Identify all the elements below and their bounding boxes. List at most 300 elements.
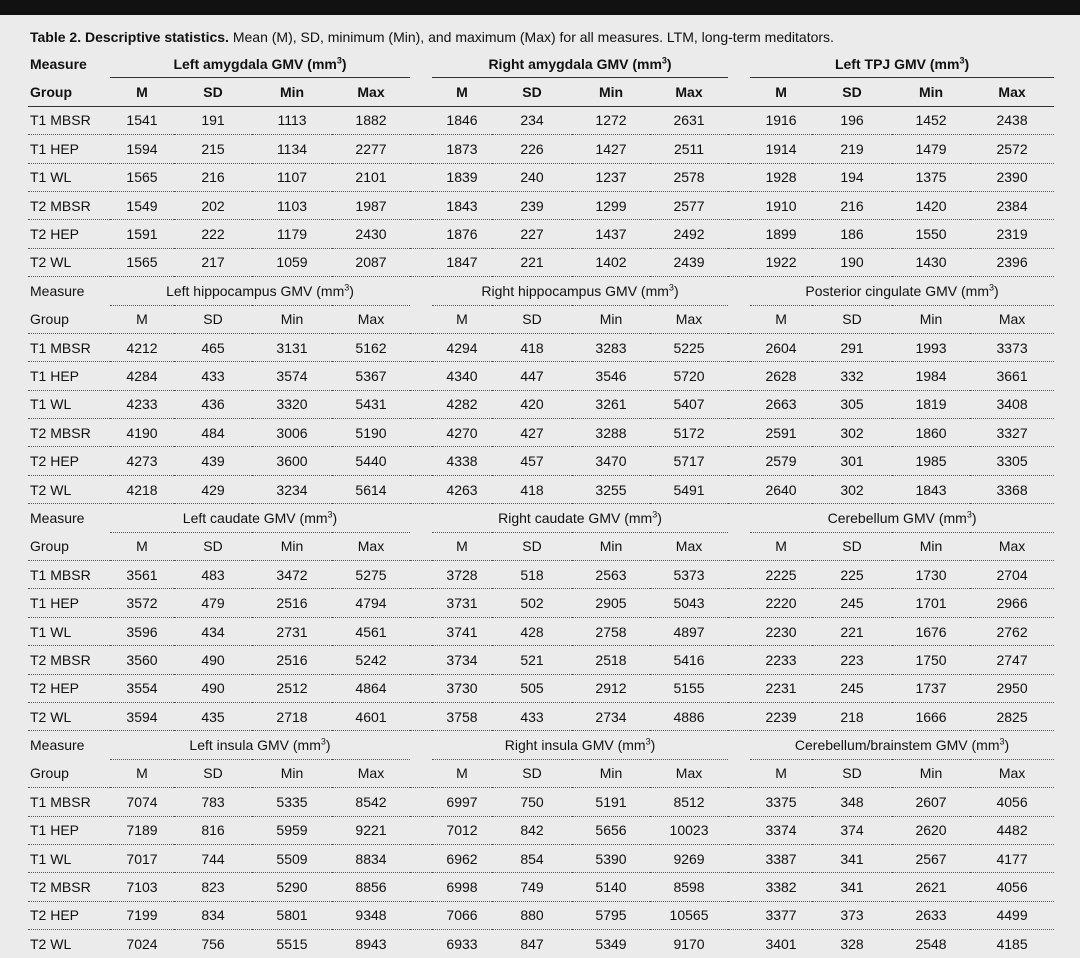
value-cell: 756 xyxy=(201,935,225,952)
value-cell: 1985 xyxy=(892,447,970,475)
group-name: T1 MBSR xyxy=(28,788,110,816)
value-cell: 1272 xyxy=(572,106,650,134)
value-cell: 433 xyxy=(174,362,252,390)
value-cell: 1922 xyxy=(750,248,812,276)
value-cell: 4185 xyxy=(996,935,1028,952)
value-cell: 5335 xyxy=(252,788,332,816)
value-cell: 10565 xyxy=(650,901,728,929)
table-row xyxy=(28,362,1054,390)
value-cell: 1134 xyxy=(252,135,332,163)
column-gap xyxy=(728,589,750,617)
column-header: M xyxy=(432,759,492,787)
value-cell: 3734 xyxy=(432,646,492,674)
value-cell: 483 xyxy=(174,561,252,589)
group-label: Group xyxy=(28,78,110,106)
value-cell: 1430 xyxy=(892,248,970,276)
column-header: SD xyxy=(492,305,572,333)
value-cell: 2579 xyxy=(750,447,812,475)
value-cell: 225 xyxy=(812,561,892,589)
value-cell: 4177 xyxy=(970,844,1054,872)
value-cell: 5795 xyxy=(572,901,650,929)
value-cell: 227 xyxy=(492,220,572,248)
column-header: Min xyxy=(892,532,970,560)
value-cell: 4056 xyxy=(970,788,1054,816)
value-cell: 1107 xyxy=(252,163,332,191)
column-header: SD xyxy=(492,78,572,106)
value-cell: 1873 xyxy=(432,135,492,163)
value-cell: 2230 xyxy=(750,617,812,645)
value-cell: 2518 xyxy=(572,646,650,674)
value-cell: 328 xyxy=(840,935,864,952)
measure-name xyxy=(110,50,410,78)
column-gap xyxy=(728,646,750,674)
measure-label: Measure xyxy=(30,283,85,300)
value-cell: 3730 xyxy=(432,674,492,702)
value-cell: 240 xyxy=(492,163,572,191)
value-cell: 2492 xyxy=(650,220,728,248)
value-cell: 1594 xyxy=(110,135,174,163)
value-cell: 465 xyxy=(174,333,252,361)
column-gap xyxy=(410,901,432,929)
group-name: T2 MBSR xyxy=(28,873,110,901)
measure-unit-superscript: 3 xyxy=(999,736,1005,747)
value-cell: 7024 xyxy=(126,935,158,952)
value-cell: 5349 xyxy=(595,935,627,952)
value-cell: 1237 xyxy=(572,163,650,191)
value-cell: 2438 xyxy=(970,106,1054,134)
column-header: Max xyxy=(650,759,728,787)
value-cell: 2905 xyxy=(572,589,650,617)
value-cell: 3320 xyxy=(252,390,332,418)
value-cell: 7012 xyxy=(432,816,492,844)
table-row xyxy=(28,844,1054,872)
table-row xyxy=(28,191,1054,219)
table-row xyxy=(28,248,1054,276)
measure-unit-superscript: 3 xyxy=(327,509,333,520)
value-cell: 2621 xyxy=(892,873,970,901)
column-header-row xyxy=(28,759,1054,787)
value-cell: 847 xyxy=(520,935,544,952)
value-cell: 4794 xyxy=(332,589,410,617)
value-cell: 190 xyxy=(812,248,892,276)
measure-name xyxy=(110,731,410,759)
value-cell: 2718 xyxy=(252,702,332,730)
measure-name xyxy=(432,504,728,532)
column-header-row xyxy=(28,305,1054,333)
value-cell: 2591 xyxy=(750,419,812,447)
column-gap xyxy=(728,731,750,759)
value-cell: 194 xyxy=(812,163,892,191)
column-gap xyxy=(728,163,750,191)
value-cell: 222 xyxy=(174,220,252,248)
column-header: SD xyxy=(174,305,252,333)
group-name: T1 HEP xyxy=(28,135,110,163)
value-cell: 8542 xyxy=(332,788,410,816)
group-name: T1 MBSR xyxy=(28,333,110,361)
value-cell: 1846 xyxy=(432,106,492,134)
value-cell: 4273 xyxy=(110,447,174,475)
value-cell: 1550 xyxy=(892,220,970,248)
column-gap xyxy=(410,163,432,191)
value-cell: 5373 xyxy=(650,561,728,589)
measure-name-close: ) xyxy=(341,55,347,72)
column-header: M xyxy=(750,78,812,106)
group-name: T2 MBSR xyxy=(28,646,110,674)
value-cell: 1928 xyxy=(750,163,812,191)
column-gap xyxy=(410,78,432,106)
value-cell: 3255 xyxy=(572,475,650,503)
column-gap xyxy=(728,873,750,901)
value-cell: 429 xyxy=(174,475,252,503)
measure-name xyxy=(432,277,728,305)
value-cell: 5515 xyxy=(276,935,308,952)
measure-name-close: ) xyxy=(1004,737,1010,754)
measure-unit-superscript: 3 xyxy=(320,736,326,747)
value-cell: 5191 xyxy=(572,788,650,816)
value-cell: 816 xyxy=(174,816,252,844)
measure-unit-superscript: 3 xyxy=(645,736,651,747)
value-cell: 1847 xyxy=(432,248,492,276)
value-cell: 226 xyxy=(492,135,572,163)
value-cell: 5172 xyxy=(650,419,728,447)
value-cell: 3283 xyxy=(572,333,650,361)
value-cell: 3375 xyxy=(750,788,812,816)
column-gap xyxy=(410,561,432,589)
value-cell: 2225 xyxy=(750,561,812,589)
value-cell: 8512 xyxy=(650,788,728,816)
value-cell: 5801 xyxy=(252,901,332,929)
column-header: SD xyxy=(174,532,252,560)
column-header: SD xyxy=(492,532,572,560)
column-header-row xyxy=(28,78,1054,106)
group-label: Group xyxy=(28,532,110,560)
value-cell: 490 xyxy=(174,646,252,674)
value-cell: 1103 xyxy=(252,191,332,219)
table-row xyxy=(28,333,1054,361)
value-cell: 219 xyxy=(812,135,892,163)
value-cell: 1993 xyxy=(892,333,970,361)
value-cell: 502 xyxy=(492,589,572,617)
column-gap xyxy=(728,674,750,702)
value-cell: 217 xyxy=(174,248,252,276)
measure-unit-superscript: 3 xyxy=(668,282,674,293)
value-cell: 4190 xyxy=(110,419,174,447)
column-header: Min xyxy=(892,759,970,787)
value-cell: 3600 xyxy=(252,447,332,475)
value-cell: 418 xyxy=(492,475,572,503)
column-gap xyxy=(410,333,432,361)
value-cell: 4499 xyxy=(970,901,1054,929)
value-cell: 3006 xyxy=(252,419,332,447)
group-name: T2 HEP xyxy=(28,220,110,248)
value-cell: 842 xyxy=(492,816,572,844)
value-cell: 2319 xyxy=(970,220,1054,248)
value-cell: 341 xyxy=(812,873,892,901)
value-cell: 418 xyxy=(492,333,572,361)
value-cell: 4284 xyxy=(110,362,174,390)
value-cell: 1299 xyxy=(572,191,650,219)
value-cell: 2663 xyxy=(750,390,812,418)
measure-name-text: Left insula GMV (mm xyxy=(189,737,321,754)
value-cell: 7066 xyxy=(432,901,492,929)
group-name: T1 HEP xyxy=(28,816,110,844)
value-cell: 5440 xyxy=(332,447,410,475)
group-name: T2 MBSR xyxy=(28,419,110,447)
column-header: Max xyxy=(970,759,1054,787)
value-cell: 1565 xyxy=(110,163,174,191)
column-gap xyxy=(410,731,432,759)
value-cell: 3368 xyxy=(970,475,1054,503)
column-gap xyxy=(728,390,750,418)
value-cell: 1737 xyxy=(892,674,970,702)
value-cell: 4561 xyxy=(332,617,410,645)
value-cell: 3401 xyxy=(765,935,797,952)
value-cell: 1730 xyxy=(892,561,970,589)
value-cell: 749 xyxy=(492,873,572,901)
column-gap xyxy=(410,617,432,645)
value-cell: 2220 xyxy=(750,589,812,617)
value-cell: 2430 xyxy=(332,220,410,248)
measure-unit-superscript: 3 xyxy=(989,282,995,293)
value-cell: 8834 xyxy=(332,844,410,872)
column-header: M xyxy=(432,305,492,333)
column-gap xyxy=(410,816,432,844)
value-cell: 301 xyxy=(812,447,892,475)
measure-name xyxy=(432,731,728,759)
value-cell: 2607 xyxy=(892,788,970,816)
column-header: M xyxy=(432,532,492,560)
column-gap xyxy=(728,702,750,730)
value-cell: 7189 xyxy=(110,816,174,844)
value-cell: 218 xyxy=(812,702,892,730)
value-cell: 2563 xyxy=(572,561,650,589)
measure-name-close: ) xyxy=(964,55,970,72)
column-gap xyxy=(728,561,750,589)
column-gap xyxy=(410,788,432,816)
top-bar xyxy=(0,0,1080,15)
group-name: T1 WL xyxy=(28,163,110,191)
column-header: M xyxy=(110,759,174,787)
column-gap xyxy=(728,220,750,248)
descriptive-statistics-table xyxy=(28,50,1054,958)
measure-label: Measure xyxy=(30,510,85,527)
column-gap xyxy=(728,816,750,844)
value-cell: 5720 xyxy=(650,362,728,390)
column-gap xyxy=(728,532,750,560)
measure-name-text: Left hippocampus GMV (mm xyxy=(166,282,345,299)
value-cell: 2567 xyxy=(892,844,970,872)
table-row xyxy=(28,901,1054,929)
value-cell: 1402 xyxy=(572,248,650,276)
value-cell: 1882 xyxy=(332,106,410,134)
column-gap xyxy=(410,135,432,163)
value-cell: 823 xyxy=(174,873,252,901)
value-cell: 348 xyxy=(812,788,892,816)
value-cell: 1701 xyxy=(892,589,970,617)
value-cell: 5614 xyxy=(332,475,410,503)
value-cell: 427 xyxy=(492,419,572,447)
table-row xyxy=(28,163,1054,191)
value-cell: 3131 xyxy=(252,333,332,361)
column-header: Max xyxy=(970,305,1054,333)
value-cell: 1541 xyxy=(110,106,174,134)
value-cell: 5290 xyxy=(252,873,332,901)
value-cell: 436 xyxy=(174,390,252,418)
column-gap xyxy=(410,873,432,901)
table-row xyxy=(28,106,1054,134)
measure-name-close: ) xyxy=(349,282,354,299)
table-row xyxy=(28,220,1054,248)
column-gap xyxy=(410,702,432,730)
value-cell: 484 xyxy=(174,419,252,447)
column-header: Max xyxy=(332,532,410,560)
column-gap xyxy=(728,277,750,305)
value-cell: 2087 xyxy=(332,248,410,276)
value-cell: 5242 xyxy=(332,646,410,674)
value-cell: 4601 xyxy=(332,702,410,730)
value-cell: 2633 xyxy=(892,901,970,929)
value-cell: 291 xyxy=(812,333,892,361)
column-gap xyxy=(728,844,750,872)
table-caption xyxy=(30,28,1060,46)
column-gap xyxy=(410,305,432,333)
value-cell: 7199 xyxy=(110,901,174,929)
group-name: T1 WL xyxy=(28,844,110,872)
value-cell: 3731 xyxy=(432,589,492,617)
group-name: T1 WL xyxy=(28,390,110,418)
column-gap xyxy=(410,504,432,532)
measure-name xyxy=(110,504,410,532)
measure-name-text: Left TPJ GMV (mm xyxy=(834,55,960,72)
value-cell: 3472 xyxy=(252,561,332,589)
column-gap xyxy=(728,362,750,390)
value-cell: 9170 xyxy=(673,935,705,952)
value-cell: 2950 xyxy=(970,674,1054,702)
value-cell: 4482 xyxy=(970,816,1054,844)
value-cell: 2747 xyxy=(970,646,1054,674)
column-header: M xyxy=(750,759,812,787)
measure-name-close: ) xyxy=(994,282,999,299)
value-cell: 420 xyxy=(492,390,572,418)
value-cell: 3554 xyxy=(110,674,174,702)
value-cell: 2512 xyxy=(252,674,332,702)
table-row xyxy=(28,135,1054,163)
value-cell: 196 xyxy=(812,106,892,134)
value-cell: 7017 xyxy=(110,844,174,872)
value-cell: 4233 xyxy=(110,390,174,418)
value-cell: 2101 xyxy=(332,163,410,191)
measure-header-row xyxy=(28,50,1054,78)
value-cell: 428 xyxy=(492,617,572,645)
value-cell: 4270 xyxy=(432,419,492,447)
value-cell: 9269 xyxy=(650,844,728,872)
column-gap xyxy=(410,390,432,418)
column-gap xyxy=(728,305,750,333)
column-header: Max xyxy=(650,305,728,333)
value-cell: 1819 xyxy=(892,390,970,418)
column-gap xyxy=(410,248,432,276)
measure-name-close: ) xyxy=(673,282,679,299)
column-header: Min xyxy=(892,305,970,333)
value-cell: 2231 xyxy=(750,674,812,702)
value-cell: 1916 xyxy=(750,106,812,134)
value-cell: 433 xyxy=(492,702,572,730)
value-cell: 4263 xyxy=(432,475,492,503)
table-row xyxy=(28,561,1054,589)
table-row xyxy=(28,447,1054,475)
value-cell: 1113 xyxy=(252,106,332,134)
value-cell: 2734 xyxy=(572,702,650,730)
value-cell: 4340 xyxy=(432,362,492,390)
value-cell: 2239 xyxy=(750,702,812,730)
column-header: Min xyxy=(572,532,650,560)
column-gap xyxy=(410,220,432,248)
value-cell: 5491 xyxy=(650,475,728,503)
value-cell: 6962 xyxy=(432,844,492,872)
value-cell: 3470 xyxy=(572,447,650,475)
value-cell: 744 xyxy=(174,844,252,872)
group-name: T1 WL xyxy=(28,617,110,645)
value-cell: 9221 xyxy=(332,816,410,844)
value-cell: 2516 xyxy=(252,646,332,674)
column-gap xyxy=(728,617,750,645)
value-cell: 1479 xyxy=(892,135,970,163)
value-cell: 245 xyxy=(812,589,892,617)
value-cell: 1899 xyxy=(750,220,812,248)
value-cell: 2548 xyxy=(915,935,947,952)
value-cell: 2577 xyxy=(650,191,728,219)
value-cell: 1427 xyxy=(572,135,650,163)
value-cell: 6997 xyxy=(432,788,492,816)
value-cell: 5367 xyxy=(332,362,410,390)
column-gap xyxy=(728,248,750,276)
value-cell: 8598 xyxy=(650,873,728,901)
table-row xyxy=(28,419,1054,447)
value-cell: 2396 xyxy=(970,248,1054,276)
measure-name-text: Right insula GMV (mm xyxy=(504,737,646,754)
value-cell: 3594 xyxy=(110,702,174,730)
value-cell: 3561 xyxy=(110,561,174,589)
value-cell: 3596 xyxy=(110,617,174,645)
value-cell: 1549 xyxy=(110,191,174,219)
column-gap xyxy=(410,532,432,560)
value-cell: 2825 xyxy=(970,702,1054,730)
value-cell: 374 xyxy=(812,816,892,844)
value-cell: 854 xyxy=(492,844,572,872)
value-cell: 4282 xyxy=(432,390,492,418)
column-header: SD xyxy=(812,532,892,560)
value-cell: 202 xyxy=(174,191,252,219)
value-cell: 5390 xyxy=(572,844,650,872)
value-cell: 5162 xyxy=(332,333,410,361)
column-gap xyxy=(728,901,750,929)
value-cell: 3387 xyxy=(750,844,812,872)
column-gap xyxy=(728,191,750,219)
measure-unit-superscript: 3 xyxy=(966,509,972,520)
value-cell: 239 xyxy=(492,191,572,219)
measure-label: Measure xyxy=(30,55,87,72)
value-cell: 302 xyxy=(812,419,892,447)
measure-header-row xyxy=(28,277,1054,305)
column-header: Min xyxy=(252,759,332,787)
caption-title: Table 2. Descriptive statistics. xyxy=(30,29,229,45)
value-cell: 5190 xyxy=(332,419,410,447)
group-name: T2 WL xyxy=(28,248,110,276)
value-cell: 2912 xyxy=(572,674,650,702)
measure-name-text: Cerebellum/brainstem GMV (mm xyxy=(794,737,1000,754)
column-gap xyxy=(728,78,750,106)
value-cell: 4886 xyxy=(650,702,728,730)
